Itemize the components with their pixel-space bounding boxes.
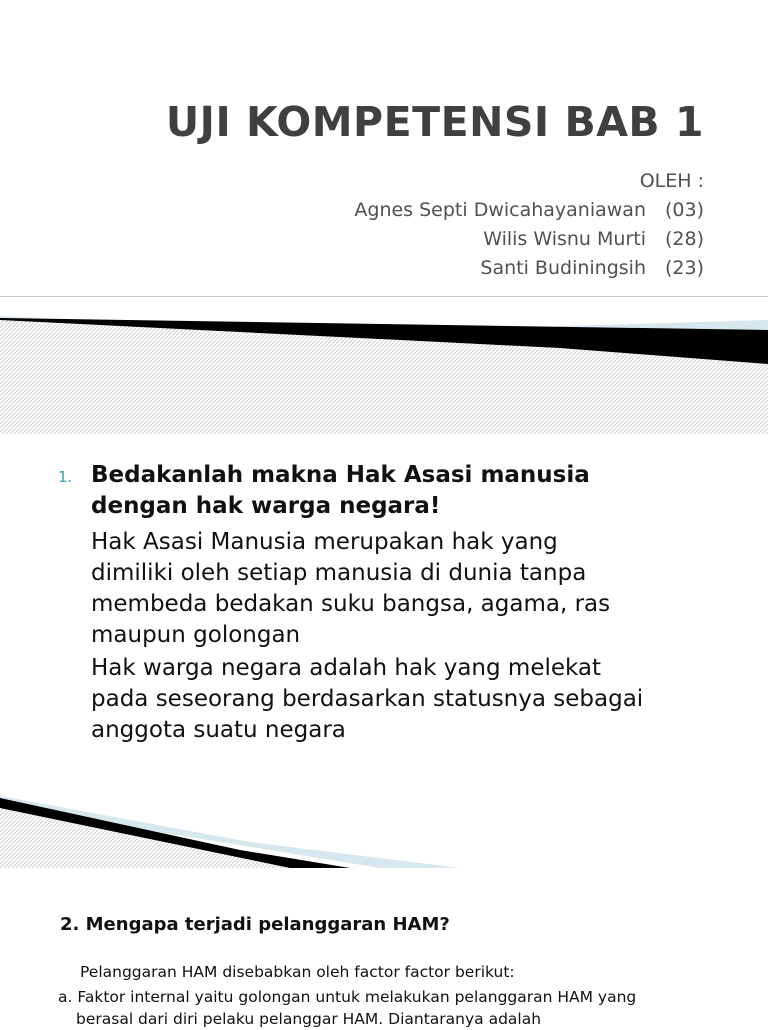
- question-1-text: [91, 460, 711, 522]
- decorative-band: [0, 312, 768, 434]
- author-number: (03): [664, 199, 704, 221]
- list-item-line: berasal dari diri pelaku pelanggar HAM. Diantaranya adalah: [76, 1010, 542, 1028]
- slide-divider: [0, 296, 768, 297]
- list-item: [58, 986, 718, 1030]
- answer-1-text: [91, 527, 716, 651]
- list-item-line: a. Faktor internal yaitu golongan untuk melakukan pelanggaran HAM yang: [58, 988, 637, 1006]
- question-2-text: 2. Mengapa terjadi pelanggaran HAM?: [60, 914, 450, 935]
- question-1-line: dengan hak warga negara!: [91, 493, 441, 519]
- answer-line: Hak Asasi Manusia merupakan hak yang: [91, 529, 558, 555]
- intro-text: Pelanggaran HAM disebabkan oleh factor factor berikut:: [80, 963, 515, 981]
- slide-title: UJI KOMPETENSI BAB 1: [165, 98, 704, 146]
- author-number: (28): [664, 228, 704, 250]
- author-number: (23): [664, 257, 704, 279]
- question-1-line: Bedakanlah makna Hak Asasi manusia: [91, 462, 590, 488]
- author-name: Agnes Septi Dwicahayaniawan: [354, 199, 646, 221]
- author-row: [483, 228, 704, 250]
- author-name: Santi Budiningsih: [480, 257, 646, 279]
- answer-line: anggota suatu negara: [91, 717, 346, 743]
- author-name: Wilis Wisnu Murti: [483, 228, 646, 250]
- oleh-label: OLEH :: [639, 170, 704, 192]
- author-row: [354, 199, 704, 221]
- answer-line: dimiliki oleh setiap manusia di dunia tanpa: [91, 560, 587, 586]
- author-row: [480, 257, 704, 279]
- list-number: 1.: [58, 468, 73, 486]
- answer-line: maupun golongan: [91, 622, 301, 648]
- answer-line: pada seseorang berdasarkan statusnya sebagai: [91, 686, 644, 712]
- decorative-band: [0, 796, 768, 868]
- answer-line: membeda bedakan suku bangsa, agama, ras: [91, 591, 611, 617]
- answer-2-text: [91, 653, 716, 746]
- answer-line: Hak warga negara adalah hak yang melekat: [91, 655, 602, 681]
